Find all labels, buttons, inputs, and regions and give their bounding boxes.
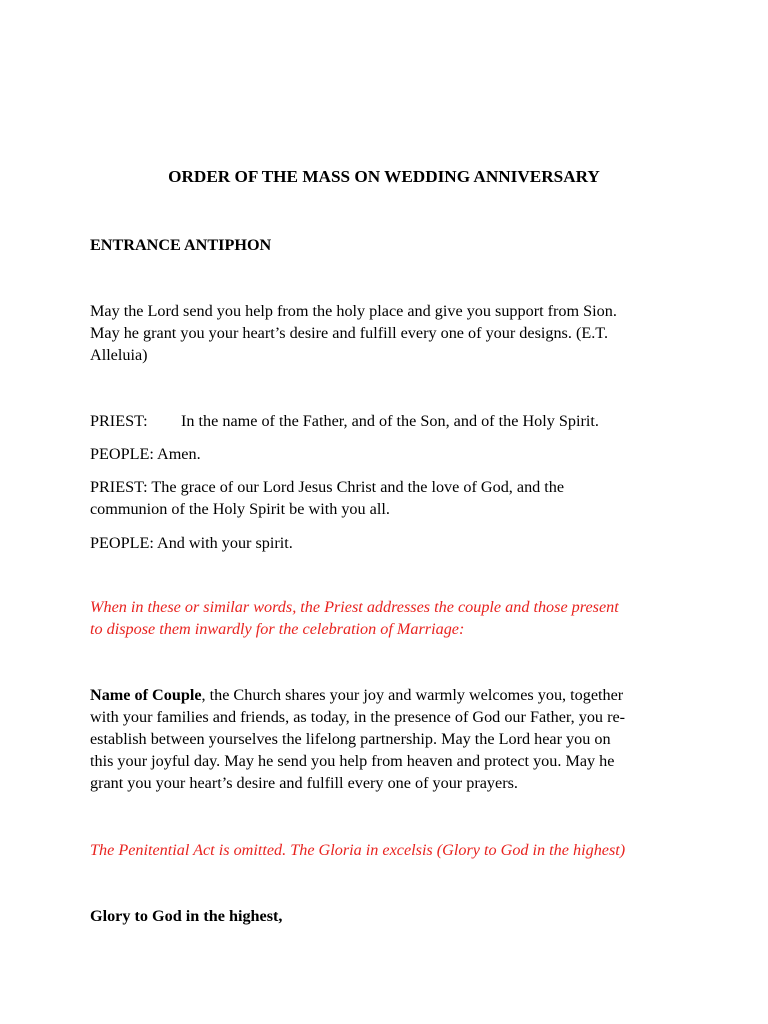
antiphon-line: May he grant you your heart’s desire and fulfill every one of your designs. (E.T. [90,324,608,342]
couple-welcome-line: with your families and friends, as today, in the presence of God our Father, you re- [90,708,626,726]
couple-welcome-first-text: , the Church shares your joy and warmly welcomes you, together [201,686,624,704]
couple-welcome-line: grant you your heart’s desire and fulfill every one of your prayers. [90,774,518,792]
document-title: ORDER OF THE MASS ON WEDDING ANNIVERSARY [168,167,600,186]
people-response-amen: PEOPLE: Amen. [90,445,201,463]
antiphon-line: May the Lord send you help from the holy place and give you support from Sion. [90,302,617,320]
couple-welcome-paragraph [90,684,690,794]
couple-name-label: Name of Couple [90,686,202,704]
priest-greeting-line [90,410,690,432]
priest-grace-line: communion of the Holy Spirit be with you all. [90,500,390,518]
rubric-line: to dispose them inwardly for the celebration of Marriage: [90,620,465,638]
rubric-priest-address [90,596,690,640]
couple-welcome-line: establish between yourselves the lifelong partnership. May the Lord hear you on [90,730,611,748]
couple-welcome-line [90,684,690,706]
antiphon-line: Alleluia) [90,346,148,364]
rubric-penitential-act: The Penitential Act is omitted. The Gloria in excelsis (Glory to God in the highest) [90,841,626,859]
priest-label: PRIEST: [90,412,148,430]
entrance-antiphon-heading: ENTRANCE ANTIPHON [90,236,272,254]
priest-grace-line: PRIEST: The grace of our Lord Jesus Christ and the love of God, and the [90,478,565,496]
gloria-heading: Glory to God in the highest, [90,907,283,925]
priest-greeting-text: In the name of the Father, and of the Son, and of the Holy Spirit. [181,412,599,430]
priest-grace-paragraph [90,476,690,520]
antiphon-paragraph [90,300,690,366]
people-response-spirit: PEOPLE: And with your spirit. [90,534,293,552]
rubric-line: When in these or similar words, the Priest addresses the couple and those present [90,598,619,616]
couple-welcome-line: this your joyful day. May he send you help from heaven and protect you. May he [90,752,615,770]
